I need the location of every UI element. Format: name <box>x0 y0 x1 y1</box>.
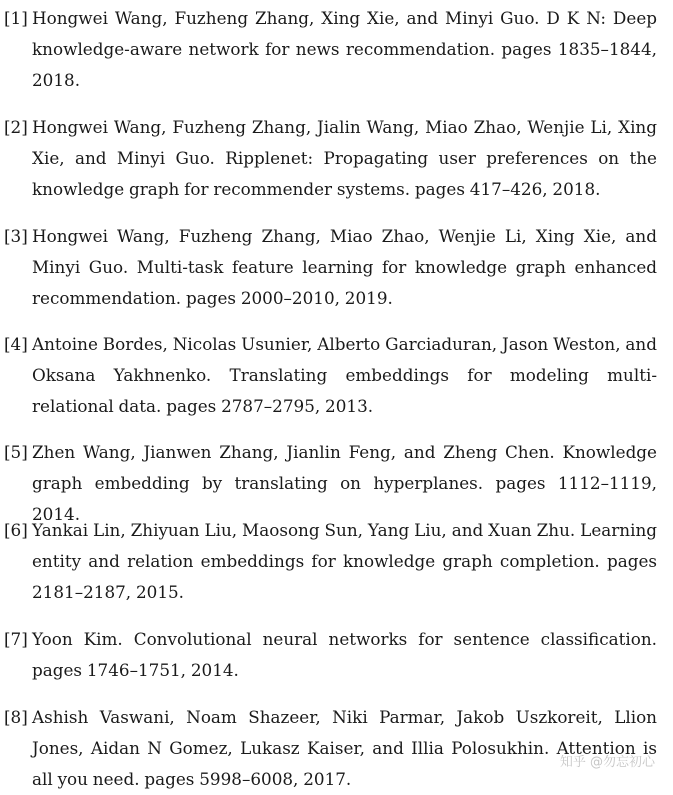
reference-text: Hongwei Wang, Fuzheng Zhang, Jialin Wang, Miao Zhao, Wenjie Li, Xing Xie, and Minyi Guo. Ripplenet: Propagating user preferences on the knowledge graph for recommender systems. pages 417–426, 2018. <box>32 117 657 199</box>
reference-number: [6] <box>4 520 28 540</box>
reference-text: Yankai Lin, Zhiyuan Liu, Maosong Sun, Yang Liu, and Xuan Zhu. Learning entity and relation embeddings for knowledge graph completion. pages 2181–2187, 2015. <box>32 520 657 602</box>
reference-8 <box>4 702 657 795</box>
reference-text: Ashish Vaswani, Noam Shazeer, Niki Parmar, Jakob Uszkoreit, Llion Jones, Aidan N Gomez, Lukasz Kaiser, and Illia Polosukhin. Attention is all you need. pages 5998–6008, 2017. <box>32 707 657 789</box>
watermark: 知乎 @勿忘初心 <box>559 755 655 770</box>
reference-number: [7] <box>4 629 28 649</box>
reference-text: Zhen Wang, Jianwen Zhang, Jianlin Feng, and Zheng Chen. Knowledge graph embedding by translating on hyperplanes. pages 1112–1119, 2014. <box>32 442 657 524</box>
reference-2 <box>4 112 657 205</box>
reference-6 <box>4 515 657 608</box>
reference-number: [1] <box>4 8 28 28</box>
reference-text: Hongwei Wang, Fuzheng Zhang, Xing Xie, and Minyi Guo. D K N: Deep knowledge-aware network for news recommendation. pages 1835–1844, 2018. <box>32 8 657 90</box>
reference-text: Yoon Kim. Convolutional neural networks for sentence classification. pages 1746–1751, 2014. <box>32 629 657 680</box>
reference-number: [3] <box>4 226 28 246</box>
reference-7 <box>4 624 657 686</box>
reference-4 <box>4 329 657 422</box>
reference-text: Hongwei Wang, Fuzheng Zhang, Miao Zhao, Wenjie Li, Xing Xie, and Minyi Guo. Multi-task feature learning for knowledge graph enhanced recommendation. pages 2000–2010, 2019. <box>32 226 657 308</box>
reference-number: [4] <box>4 334 28 354</box>
reference-number: [5] <box>4 442 28 462</box>
reference-number: [8] <box>4 707 28 727</box>
reference-text: Antoine Bordes, Nicolas Usunier, Alberto Garciaduran, Jason Weston, and Oksana Yakhnenko. Translating embeddings for modeling multi-relational data. pages 2787–2795, 2013. <box>32 334 657 416</box>
reference-1 <box>4 3 657 96</box>
reference-3 <box>4 221 657 314</box>
reference-number: [2] <box>4 117 28 137</box>
